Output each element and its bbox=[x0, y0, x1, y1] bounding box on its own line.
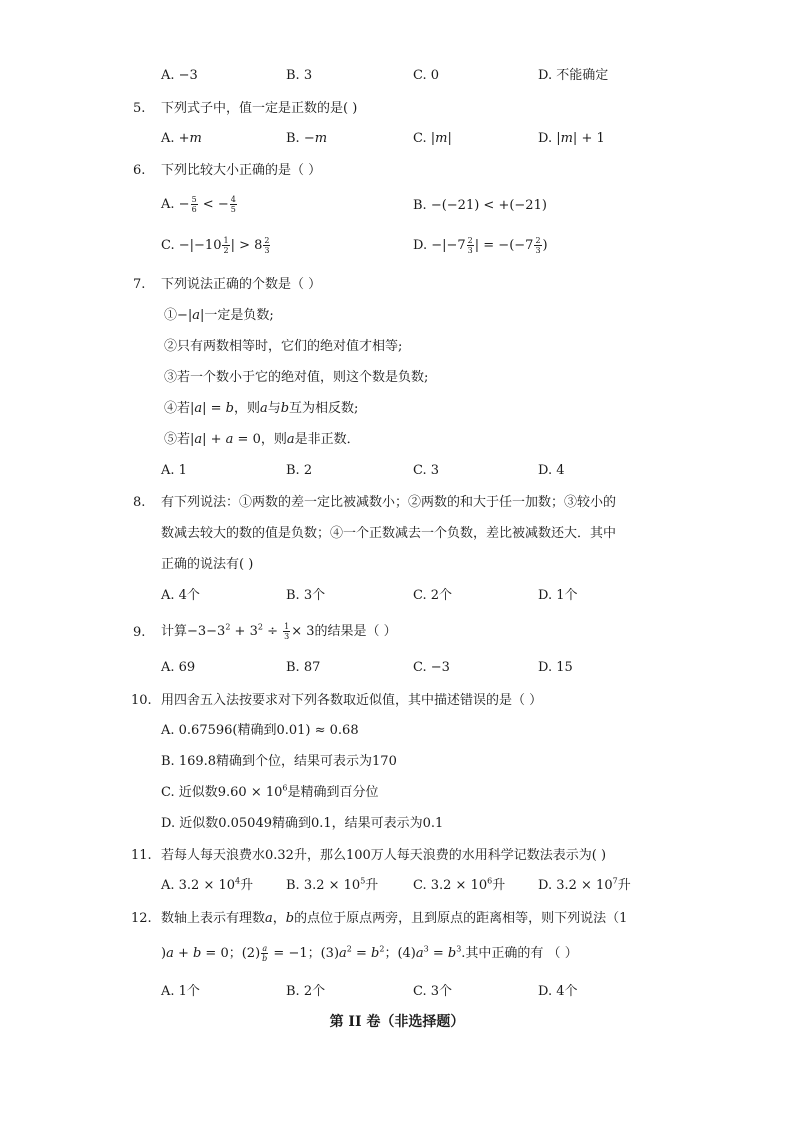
math-text: ÷ bbox=[262, 624, 283, 639]
option-text: D. 3.2 × 10 bbox=[538, 878, 613, 893]
math-text: C. 近似数9.60 × 10 bbox=[161, 785, 283, 800]
q7-number: 7. bbox=[133, 277, 146, 292]
numerator: 2 bbox=[467, 236, 473, 245]
q9-options bbox=[161, 660, 631, 676]
q12-option-a[interactable]: A. 1个 bbox=[161, 984, 200, 999]
exponent: 4 bbox=[235, 876, 241, 886]
math-text: 计算−3−3 bbox=[161, 624, 226, 639]
math-text: × 3的结果是（ ） bbox=[291, 624, 397, 639]
q5-stem: 下列式子中，值一定是正数的是( ) bbox=[161, 101, 358, 116]
exponent: 2 bbox=[225, 622, 231, 632]
exponent: 6 bbox=[282, 783, 288, 793]
math-text: .其中正确的有 （ ） bbox=[461, 946, 578, 961]
q12-option-b[interactable]: B. 2个 bbox=[286, 984, 326, 999]
fraction bbox=[222, 236, 229, 255]
exponent: 3 bbox=[456, 944, 462, 954]
q10-number: 10. bbox=[131, 693, 152, 708]
option-text: 升 bbox=[240, 878, 254, 893]
q4-option-d[interactable]: D. 不能确定 bbox=[538, 68, 609, 83]
option-text: 升 bbox=[492, 878, 506, 893]
q10-option-c[interactable] bbox=[161, 783, 379, 800]
q9-option-d[interactable]: D. 15 bbox=[538, 660, 573, 675]
q7-stem: 下列说法正确的个数是（ ） bbox=[161, 277, 322, 292]
q7-statement-4: ④若|𝑎| = 𝑏，则𝑎与𝑏互为相反数; bbox=[164, 401, 359, 416]
math-text: ) bbox=[542, 238, 548, 253]
math-text: = 𝑏 bbox=[428, 946, 457, 961]
q11-number: 11. bbox=[131, 848, 152, 863]
q7-statement-2: ②只有两数相等时，它们的绝对值才相等; bbox=[164, 339, 403, 354]
math-text: − bbox=[178, 197, 190, 212]
fraction bbox=[191, 195, 198, 214]
math-text: | = −(−7 bbox=[474, 238, 534, 253]
q8-stem-line-3: 正确的说法有( ) bbox=[161, 557, 254, 572]
option-label: C. bbox=[161, 238, 175, 253]
q8-option-c[interactable]: C. 2个 bbox=[413, 588, 453, 603]
denominator: 5 bbox=[230, 205, 236, 214]
q9-number: 9. bbox=[133, 625, 146, 640]
numerator: 𝑎 bbox=[262, 944, 268, 953]
numerator: 2 bbox=[264, 236, 270, 245]
exponent: 3 bbox=[423, 944, 429, 954]
math-text: −|−10 bbox=[178, 238, 222, 253]
q4-option-a[interactable]: A. −3 bbox=[161, 68, 198, 83]
q12-options bbox=[161, 984, 631, 1000]
q6-number: 6. bbox=[133, 163, 146, 178]
q5-options bbox=[161, 131, 631, 147]
option-text: A. 3.2 × 10 bbox=[161, 878, 236, 893]
q11-options bbox=[161, 878, 631, 894]
option-text: 升 bbox=[365, 878, 379, 893]
option-label: A. bbox=[161, 197, 175, 212]
q12-option-d[interactable]: D. 4个 bbox=[538, 984, 578, 999]
q6-option-c[interactable] bbox=[161, 235, 271, 257]
numerator: 1 bbox=[284, 622, 290, 631]
q4-option-c[interactable]: C. 0 bbox=[413, 68, 440, 83]
q5-option-c[interactable]: C. |𝑚| bbox=[413, 131, 452, 146]
q4-option-b[interactable]: B. 3 bbox=[286, 68, 313, 83]
q6-option-a[interactable] bbox=[161, 194, 238, 216]
denominator: 3 bbox=[284, 632, 290, 641]
exponent: 2 bbox=[346, 944, 352, 954]
numerator: 4 bbox=[230, 195, 236, 204]
q11-stem: 若每人每天浪费水0.32升，那么100万人每天浪费的水用科学记数法表示为( ) bbox=[161, 848, 607, 863]
math-text: + 3 bbox=[230, 624, 258, 639]
fraction bbox=[230, 195, 237, 214]
q6-stem: 下列比较大小正确的是（ ） bbox=[161, 163, 322, 178]
math-text: < − bbox=[198, 197, 229, 212]
q7-statement-1: ①−|𝑎|一定是负数; bbox=[164, 308, 274, 323]
q8-stem-line-1: 有下列说法：①两数的差一定比被减数小；②两数的和大于任一加数；③较小的 bbox=[161, 495, 617, 510]
q10-option-b[interactable]: B. 169.8精确到个位，结果可表示为170 bbox=[161, 754, 397, 769]
q12-stem-line-1: 数轴上表示有理数𝑎，𝑏的点位于原点两旁，且到原点的距离相等，则下列说法（1 bbox=[161, 911, 628, 926]
fraction bbox=[261, 944, 268, 963]
denominator: 2 bbox=[223, 246, 229, 255]
option-text: 升 bbox=[617, 878, 631, 893]
denominator: 3 bbox=[467, 246, 473, 255]
q9-option-b[interactable]: B. 87 bbox=[286, 660, 321, 675]
q12-number: 12. bbox=[131, 911, 152, 926]
q7-option-d[interactable]: D. 4 bbox=[538, 463, 565, 478]
denominator: 3 bbox=[535, 246, 541, 255]
math-text: | > 8 bbox=[230, 238, 263, 253]
q7-option-b[interactable]: B. 2 bbox=[286, 463, 313, 478]
section-title: 第 II 卷（非选择题） bbox=[329, 1014, 465, 1030]
q7-options bbox=[161, 463, 631, 479]
numerator: 5 bbox=[191, 195, 197, 204]
option-text: B. 3.2 × 10 bbox=[286, 878, 361, 893]
exponent: 2 bbox=[379, 944, 385, 954]
q7-option-c[interactable]: C. 3 bbox=[413, 463, 440, 478]
q8-number: 8. bbox=[133, 495, 146, 510]
denominator: 3 bbox=[264, 246, 270, 255]
q9-stem bbox=[161, 621, 397, 643]
fraction bbox=[283, 622, 290, 641]
fraction bbox=[534, 236, 541, 255]
option-label: D. bbox=[413, 238, 428, 253]
numerator: 2 bbox=[535, 236, 541, 245]
q8-options bbox=[161, 588, 631, 604]
q8-option-a[interactable]: A. 4个 bbox=[161, 588, 200, 603]
q8-option-d[interactable]: D. 1个 bbox=[538, 588, 578, 603]
numerator: 1 bbox=[223, 236, 229, 245]
q11-option-b[interactable] bbox=[286, 878, 378, 894]
q7-option-a[interactable]: A. 1 bbox=[161, 463, 187, 478]
q5-option-d[interactable]: D. |𝑚| + 1 bbox=[538, 131, 605, 146]
q9-option-a[interactable]: A. 69 bbox=[161, 660, 196, 675]
q11-option-c[interactable] bbox=[413, 878, 505, 894]
fraction bbox=[263, 236, 270, 255]
q5-option-a[interactable]: A. +𝑚 bbox=[161, 131, 202, 146]
q8-stem-line-2: 数减去较大的数的值是负数；④一个正数减去一个负数，差比被减数还大．其中 bbox=[161, 526, 617, 541]
q10-option-a[interactable]: A. 0.67596(精确到0.01) ≈ 0.68 bbox=[161, 723, 359, 738]
math-text: ；(4)𝑎 bbox=[384, 946, 424, 961]
math-text: = −1；(3)𝑎 bbox=[269, 946, 347, 961]
q7-statement-5: ⑤若|𝑎| + 𝑎 = 0，则𝑎是非正数． bbox=[164, 432, 360, 447]
q6-option-b[interactable]: B. −(−21) < +(−21) bbox=[413, 198, 547, 213]
math-text: 是精确到百分位 bbox=[287, 785, 379, 800]
q10-stem: 用四舍五入法按要求对下列各数取近似值，其中描述错误的是（ ） bbox=[161, 693, 543, 708]
exponent: 5 bbox=[360, 876, 366, 886]
option-text: C. 3.2 × 10 bbox=[413, 878, 488, 893]
exponent: 6 bbox=[487, 876, 493, 886]
q9-option-c[interactable]: C. −3 bbox=[413, 660, 450, 675]
denominator: 𝑏 bbox=[262, 954, 268, 963]
q12-stem-line-2 bbox=[161, 942, 578, 966]
q5-number: 5. bbox=[133, 101, 146, 116]
q5-option-b[interactable]: B. −𝑚 bbox=[286, 131, 328, 146]
q6-option-d[interactable] bbox=[413, 235, 548, 257]
q7-statement-3: ③若一个数小于它的绝对值，则这个数是负数; bbox=[164, 370, 429, 385]
q8-option-b[interactable]: B. 3个 bbox=[286, 588, 326, 603]
q12-option-c[interactable]: C. 3个 bbox=[413, 984, 453, 999]
fraction bbox=[467, 236, 474, 255]
q11-option-d[interactable] bbox=[538, 878, 631, 894]
q10-option-d[interactable]: D. 近似数0.05049精确到0.1，结果可表示为0.1 bbox=[161, 816, 444, 831]
q11-option-a[interactable] bbox=[161, 878, 253, 894]
math-text: −|−7 bbox=[431, 238, 466, 253]
exponent: 2 bbox=[257, 622, 263, 632]
exponent: 7 bbox=[612, 876, 618, 886]
denominator: 6 bbox=[191, 205, 197, 214]
q4-options bbox=[161, 68, 631, 84]
math-text: )𝑎 + 𝑏 = 0；(2) bbox=[161, 946, 261, 961]
math-text: = 𝑏 bbox=[351, 946, 380, 961]
